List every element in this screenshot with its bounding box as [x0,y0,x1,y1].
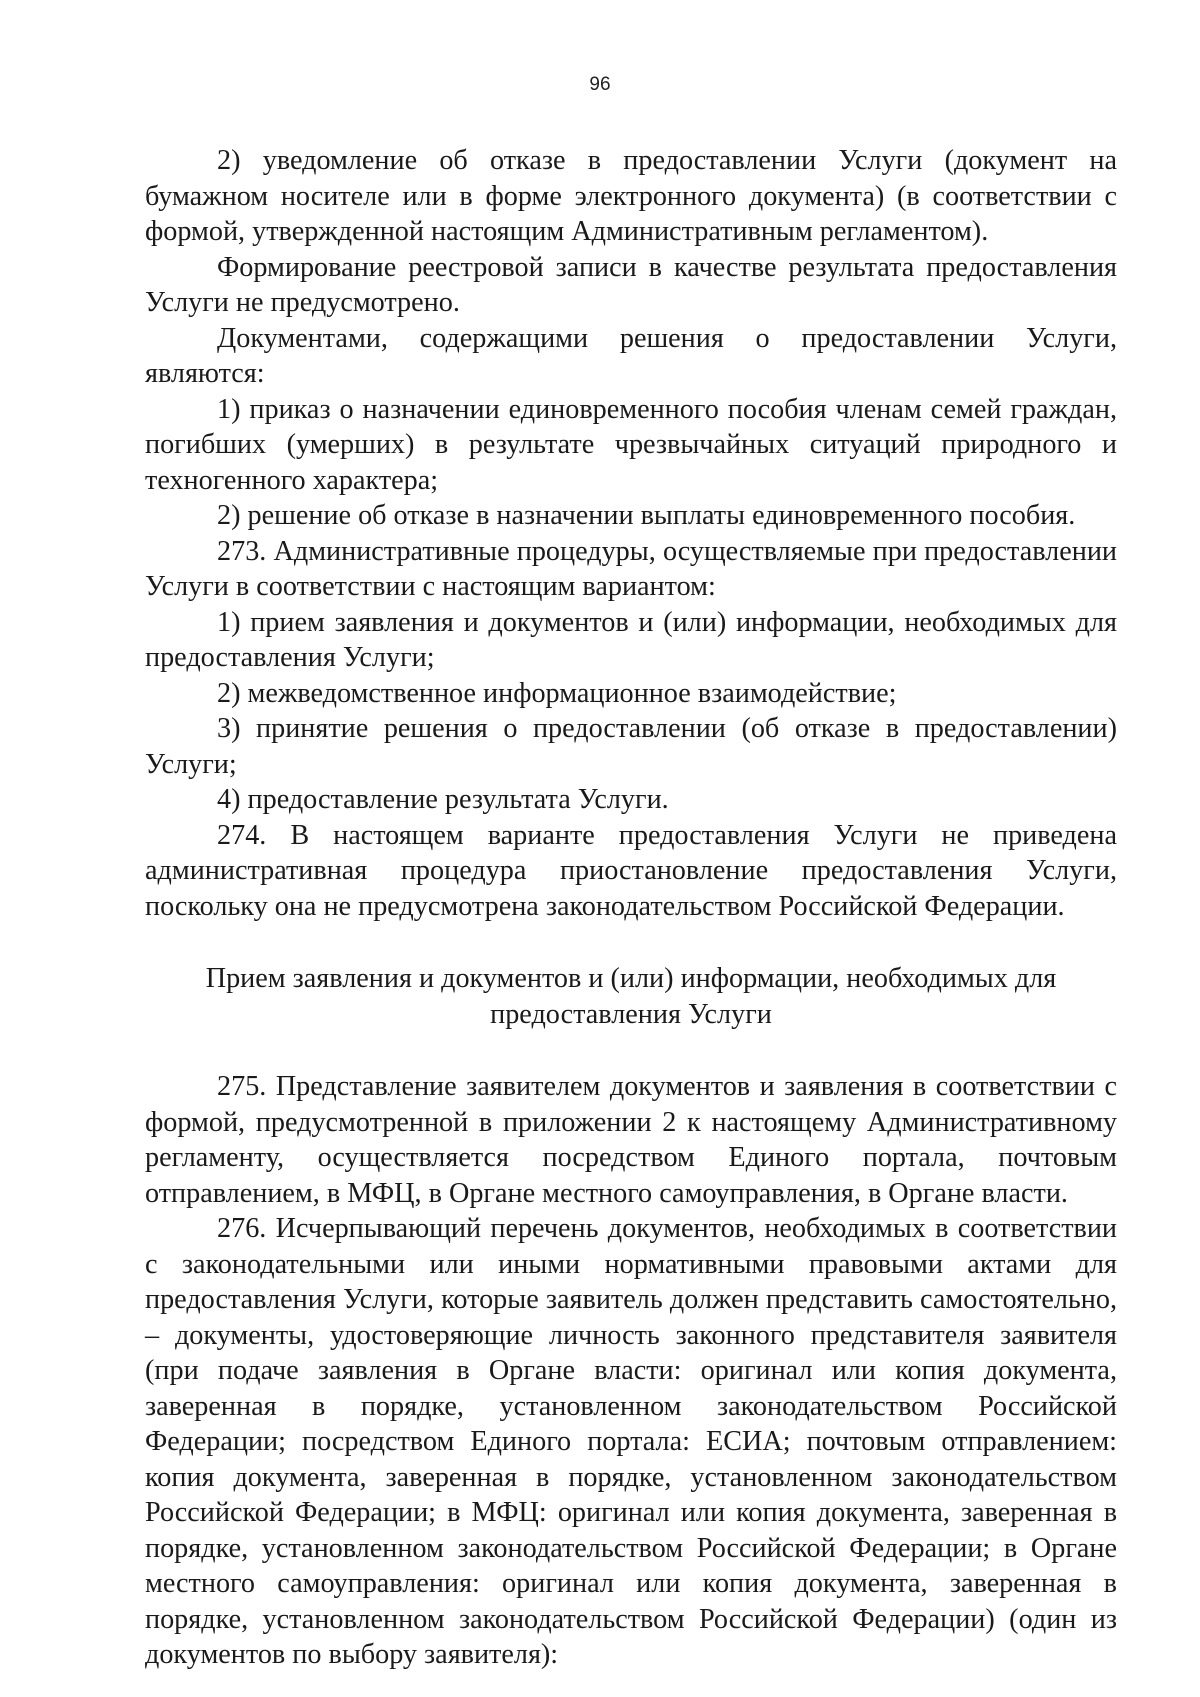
paragraph-result-refusal-notice: 2) уведомление об отказе в предоставлении Услуги (документ на бумажном носителе или в форме электронного документа) (в соответствии с формой, утвержденной настоящим Административным регламентом). [145,145,1117,247]
paragraph-275: 275. Представление заявителем документов и заявления в соответствии с формой, предусмотренной в приложении 2 к настоящему Административному регламенту, осуществляется посредством Единого портала, почтовым отправлением, в МФЦ, в Органе местного самоуправления, в Органе власти. [145,1071,1117,1209]
list-item-procedure-3: 3) принятие решения о предоставлении (об отказе в предоставлении) Услуги; [145,713,1117,780]
document-body [145,143,1117,1673]
list-item-procedure-4: 4) предоставление результата Услуги. [217,784,669,815]
paragraphs-top [145,143,1117,924]
paragraph-decision-documents: Документами, содержащими решения о предоставлении Услуги, являются: [145,322,1117,389]
paragraph-276: 276. Исчерпывающий перечень документов, необходимых в соответствии с законодательными или иными нормативными правовыми актами для предоставления Услуги, которые заявитель должен представить самостоятельно, – документы, удостоверяющие личность законного представителя заявителя (при подаче заявления в Органе власти: оригинал или копия документа, заверенная в порядке, установленном законодательством Российской Федерации; посредством Единого портала: ЕСИА; почтовым отправлением: копия документа, заверенная в порядке, установленном законодательством Российской Федерации; в МФЦ: оригинал или копия документа, заверенная в порядке, установленном законодательством Российской Федерации; в Органе местного самоуправления: оригинал или копия документа, заверенная в порядке, установленном законодательством Российской Федерации) (один из документов по выбору заявителя): [145,1213,1117,1670]
paragraphs-bottom [145,1069,1117,1673]
list-item-order: 1) приказ о назначении единовременного пособия членам семей граждан, погибших (умерших) в результате чрезвычайных ситуаций природного и техногенного характера; [145,393,1117,496]
list-item-procedure-2: 2) межведомственное информационное взаимодействие; [217,677,897,709]
page-number: 96 [589,74,611,95]
list-item-procedure-1: 1) прием заявления и документов и (или) информации, необходимых для предоставления Услуги; [145,606,1117,673]
section-heading: Прием заявления и документов и (или) информации, необходимых для предоставления Услуги [205,963,1057,1030]
paragraph-registry-record: Формирование реестровой записи в качестве результата предоставления Услуги не предусмотрено. [145,251,1117,318]
paragraph-273: 273. Административные процедуры, осуществляемые при предоставлении Услуги в соответствии с настоящим вариантом: [145,535,1117,602]
list-item-refusal-decision: 2) решение об отказе в назначении выплаты единовременного пособия. [217,500,1076,531]
paragraph-274: 274. В настоящем варианте предоставления Услуги не приведена административная процедура приостановление предоставления Услуги, поскольку она не предусмотрена законодательством Российской Федерации. [145,819,1117,922]
